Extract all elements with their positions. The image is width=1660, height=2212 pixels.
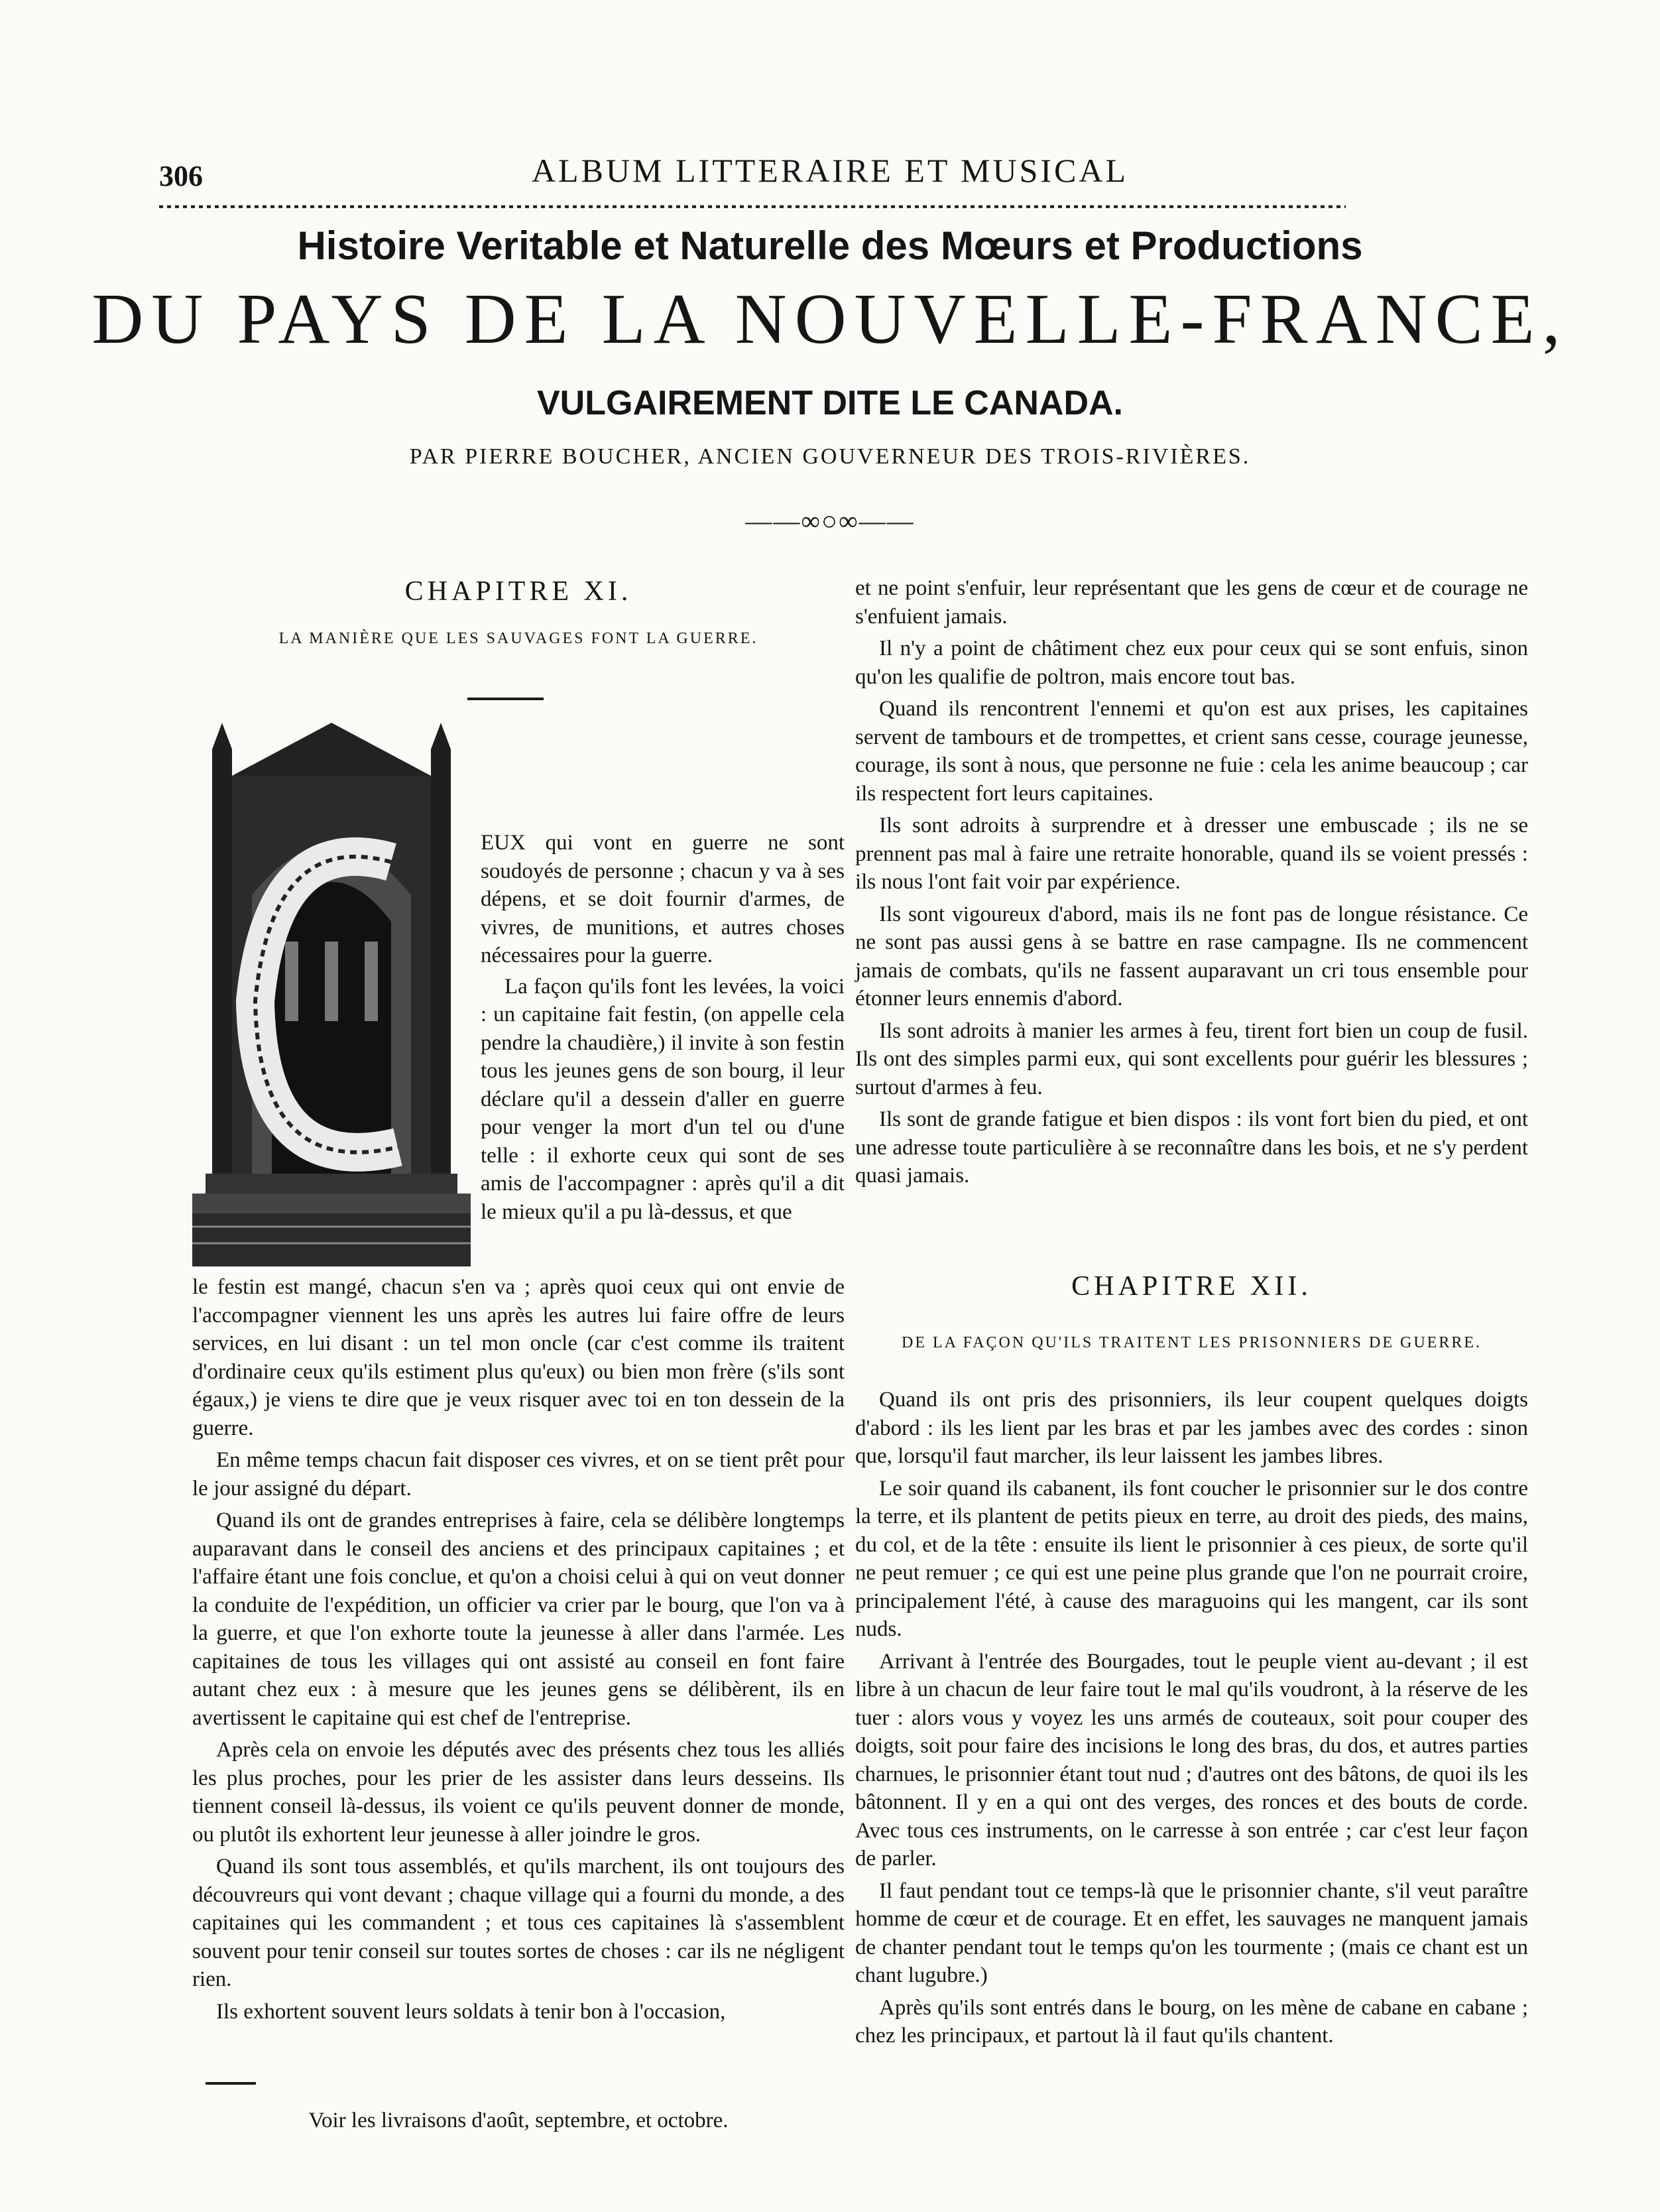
running-title: ALBUM LITTERAIRE ET MUSICAL (531, 152, 1129, 189)
paragraph: Quand ils rencontrent l'ennemi et qu'on est aux prises, les capitaines servent de tambours et de trompettes, et crient sans cesse, courage jeunesse, courage, ils sont à nous, que personne ne fuie : cela les anime beaucoup ; car ils respectent fort leurs capitaines. (855, 697, 1528, 806)
chapter-12-heading: CHAPITRE XII. (1071, 1271, 1312, 1302)
chapter-11-body (192, 1273, 845, 2030)
page-number: 306 (159, 160, 203, 192)
paragraph: Quand ils ont de grandes entreprises à faire, cela se délibère longtemps auparavant dans le conseil des anciens et des principaux capitaines ; et l'affaire étant une fois conclue, et qu'on a choisi celui à qui on veut donner la conduite de l'expédition, un officier va crier par le bourg, que l'on va à la guerre, et que l'on exhorte toute la jeunesse à aller dans l'armée. Les capitaines de tous les villages qui ont assisté au conseil en font faire autant chez eux : à mesure que les jeunes gens se délibèrent, ils en avertissent le capitaine qui est chef de l'entreprise. (192, 1508, 845, 1730)
title-ornament: ——∞○∞—— (745, 506, 915, 536)
title-line-3: VULGAIREMENT DITE LE CANADA. (537, 384, 1123, 422)
paragraph: Quand ils ont pris des prisonniers, ils leur coupent quelques doigts d'abord : ils les lient par les bras et par les jambes avec des cordes : sinon que, lorsqu'il faut marcher, ils leur laissent les jambes libres. (855, 1388, 1528, 1468)
title-line-2: DU PAYS DE LA NOUVELLE-FRANCE, (91, 280, 1569, 359)
paragraph: Arrivant à l'entrée des Bourgades, tout le peuple vient au-devant ; il est libre à un chacun de leur faire tout le mal qu'ils voudront, à la réserve de les tuer : alors vous y voyez les uns armés de couteaux, soit pour couper des doigts, soit pour faire des incisions le long des bras, du dos, et autres parties charnues, le prisonnier étant tout nud ; d'autres ont des bâtons, de quoi ils les bâtonnent. Il y en a qui ont des verges, des ronces et des bouts de corde. Avec tous ces instruments, on le carresse à son entrée ; car c'est leur façon de parler. (855, 1649, 1528, 1871)
title-line-1: Histoire Veritable et Naturelle des Mœurs et Productions (297, 223, 1363, 268)
paragraph: Il faut pendant tout ce temps-là que le prisonnier chante, s'il veut paraître homme de cœur et de courage. Et en effet, les sauvages ne manquent jamais de chanter pendant tout le temps qu'on les tourmente ; (mais ce chant est un chant lugubre.) (855, 1878, 1528, 1987)
chapter-12-subheading: DE LA FAÇON QU'ILS TRAITENT LES PRISONNIERS DE GUERRE. (901, 1334, 1482, 1351)
chapter-11-rule (467, 698, 544, 700)
paragraph: Ils sont adroits à surprendre et à dresser une embuscade ; ils ne se prennent pas mal à faire une retraite honorable, quand ils se voient pressés : ils nous l'ont fait voir par expérience. (855, 814, 1528, 894)
paragraph: Après cela on envoie les députés avec des présents chez tous les alliés les plus proches, pour les prier de les assister dans leurs desseins. Ils tiennent conseil là-dessus, ils voient ce qu'ils peuvent donner de monde, ou plutôt ils exhortent leur jeunesse à aller joindre le gros. (192, 1738, 845, 1847)
right-column-continuation (855, 574, 1528, 1194)
chapter-11-subheading: LA MANIÈRE QUE LES SAUVAGES FONT LA GUERRE. (278, 630, 758, 647)
dropcap-illustration (192, 723, 471, 1266)
paragraph: Ils sont vigoureux d'abord, mais ils ne font pas de longue résistance. Ce ne sont pas aussi gens à se battre en rase campagne. Ils ne commencent jamais de combats, qu'ils ne fassent auparavant un cri tous ensemble pour étonner leurs ennemis d'abord. (855, 902, 1528, 1011)
paragraph: Il n'y a point de châtiment chez eux pour ceux qui se sont enfuis, sinon qu'on les qualifie de poltron, mais encore tout bas. (855, 637, 1528, 689)
footnote-rule (206, 2082, 256, 2085)
paragraph: Ils sont adroits à manier les armes à feu, tirent fort bien un coup de fusil. Ils ont des simples parmi eux, qui sont excellents pour guérir les blessures ; surtout d'armes à feu. (855, 1018, 1528, 1099)
dropcap-text (481, 829, 845, 1229)
paragraph: EUX qui vont en guerre ne sont soudoyés de personne ; chacun y va à ses dépens, et se doit fournir d'armes, de vivres, de munitions, et autres choses nécessaires pour la guerre. (481, 831, 845, 967)
paragraph: Ils exhortent souvent leurs soldats à tenir bon à l'occasion, (216, 1999, 726, 2024)
paragraph: En même temps chacun fait disposer ces vivres, et on se tient prêt pour le jour assigné du départ. (192, 1448, 845, 1501)
paragraph: La façon qu'ils font les levées, la voici : un capitaine fait festin, (on appelle cela pendre la chaudière,) il invite à son festin tous les jeunes gens de son bourg, il leur déclare qu'il a dessein d'aller en guerre pour venger la mort d'un tel ou d'une telle : il exhorte ceux qui sont de ses amis de l'accompagner : après qu'il a dit le mieux qu'il a pu là-dessus, et que (481, 974, 845, 1224)
paragraph: et ne point s'enfuir, leur représentant que les gens de cœur et de courage ne s'enfuient jamais. (855, 576, 1528, 629)
author-line: PAR PIERRE BOUCHER, ANCIEN GOUVERNEUR DES TROIS-RIVIÈRES. (409, 444, 1251, 469)
header-rule (159, 202, 1346, 211)
paragraph: Le soir quand ils cabanent, ils font coucher le prisonnier sur le dos contre la terre, et ils plantent de petits pieux en terre, au droit des pieds, des mains, du col, et de la tête : ensuite ils lient le prisonnier à ces pieux, de sorte qu'il ne peut remuer ; ce qui est une peine plus grande que l'on ne pourrait croire, principalement l'été, à cause des maraguoins qui les mangent, car ils sont nuds. (855, 1476, 1528, 1641)
paragraph: Ils sont de grande fatigue et bien dispos : ils vont fort bien du pied, et ont une adresse toute particulière à se reconnaître dans les bois, et ne s'y perdent quasi jamais. (855, 1107, 1528, 1188)
paragraph: Après qu'ils sont entrés dans le bourg, on les mène de cabane en cabane ; chez les principaux, et partout là il faut qu'ils chantent. (855, 1995, 1528, 2048)
paragraph: Quand ils sont tous assemblés, et qu'ils marchent, ils ont toujours des découvreurs qui vont devant ; chaque village qui a fourni du monde, a des capitaines qui les commandent ; et tous ces capitaines là s'assemblent souvent pour tenir conseil sur toutes sortes de choses : car ils ne négligent rien. (192, 1855, 845, 1991)
paragraph: le festin est mangé, chacun s'en va ; après quoi ceux qui ont envie de l'accompagner viennent les uns après les autres lui faire offre de leurs services, en lui disant : un tel mon oncle (car c'est comme ils traitent d'ordinaire ceux qu'ils estiment plus qu'eux) ou bien mon frère (s'ils sont égaux,) je viens te dire que je veux risquer avec toi en ton dessein de la guerre. (192, 1275, 845, 1440)
chapter-11-heading: CHAPITRE XI. (404, 576, 632, 607)
footnote: Voir les livraisons d'août, septembre, et octobre. (308, 2109, 729, 2132)
chapter-12-body (855, 1386, 1528, 2054)
